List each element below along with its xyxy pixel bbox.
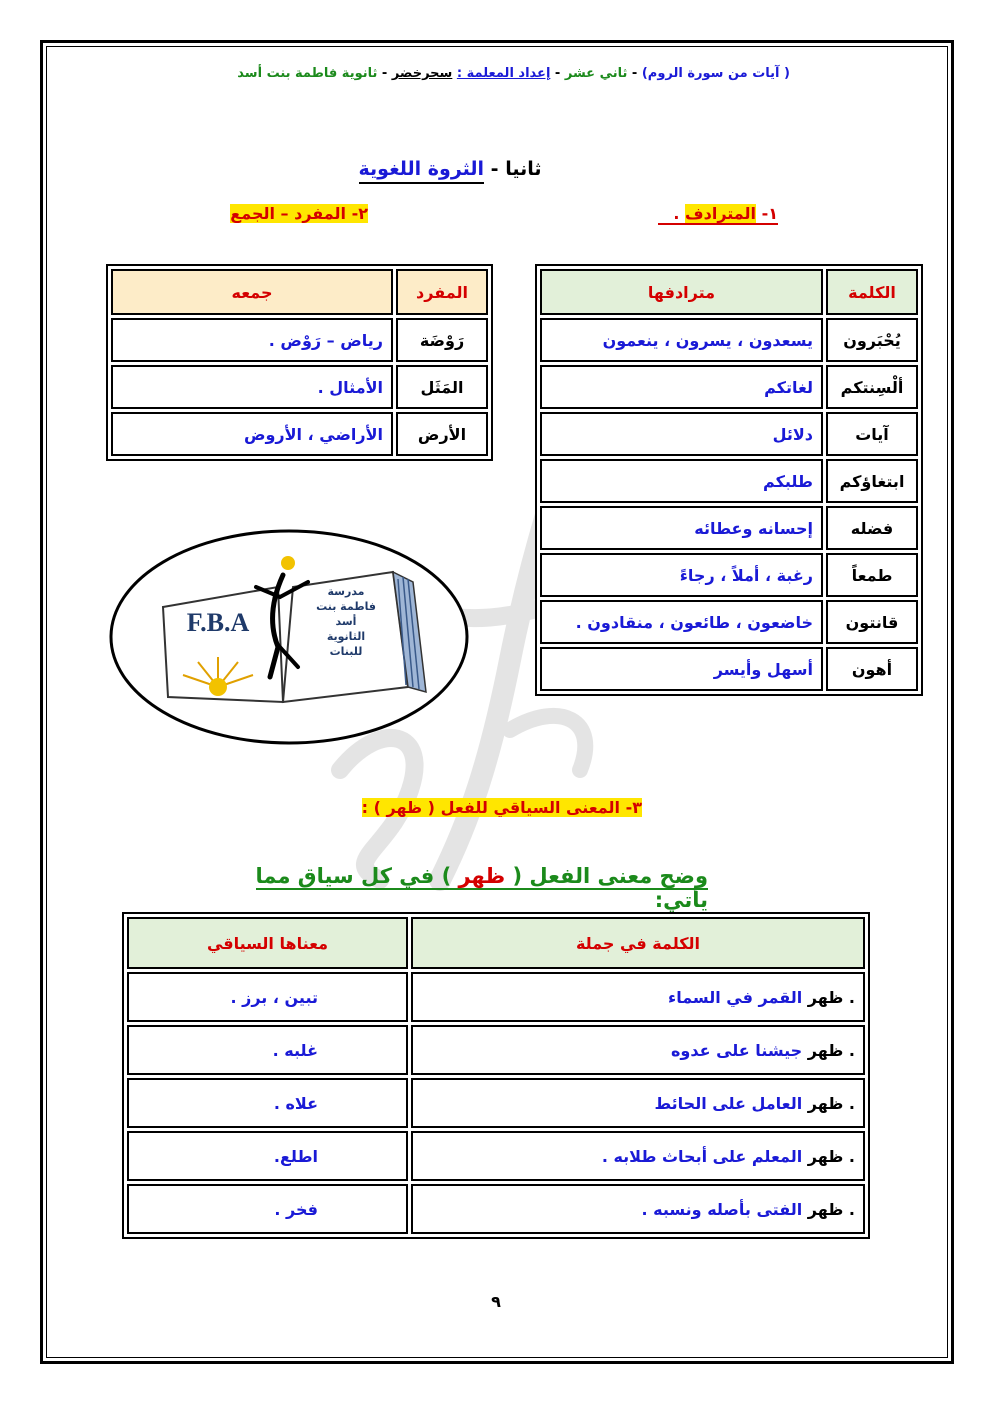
plurals-table (106, 264, 493, 461)
sentence-cell (411, 1078, 865, 1128)
table-row (111, 318, 488, 362)
synonym-cell: لغاتكم (540, 365, 823, 409)
plurals-col-plural: جمعه (111, 269, 393, 315)
logo-caption-line: فاطمة بنت (316, 600, 376, 613)
sentence-cell (411, 1131, 865, 1181)
synonym-cell: رغبة ، أملاً ، رجاءً (540, 553, 823, 597)
synonym-cell: أسهل وأيسر (540, 647, 823, 691)
synonym-cell: إحسانه وعطائه (540, 506, 823, 550)
table-row (127, 1131, 865, 1181)
synonyms-heading (658, 204, 778, 225)
word-cell: طمعاً (826, 553, 918, 597)
context-col-meaning: معناها السياقي (127, 917, 408, 969)
singular-cell: رَوْضَة (396, 318, 488, 362)
sentence-verb: . ظهر (807, 1040, 855, 1060)
synonyms-col-word: الكلمة (826, 269, 918, 315)
instruction-verb: ظهر (458, 864, 506, 888)
header-sep-2: - (550, 66, 565, 81)
singular-cell: الأرض (396, 412, 488, 456)
word-cell: يُحْبَرون (826, 318, 918, 362)
context-col-sentence: الكلمة في جملة (411, 917, 865, 969)
meaning-cell: علاه . (127, 1078, 408, 1128)
synonyms-table (535, 264, 923, 696)
word-cell: ألْسِنتكم (826, 365, 918, 409)
synonym-cell: خاضعون ، طائعون ، منقادون . (540, 600, 823, 644)
section-title (300, 158, 600, 180)
sentence-rest: العامل على الحائط (654, 1093, 808, 1113)
table-row (540, 600, 918, 644)
header-school: ثانوية فاطمة بنت أسد (237, 66, 378, 81)
header-sep-3: - (377, 66, 392, 81)
plural-cell: الأراضي ، الأروض (111, 412, 393, 456)
header-grade: ثاني عشر (564, 66, 628, 81)
sentence-rest: جيشنا على عدوه (670, 1040, 808, 1060)
sentence-rest: المعلم على أبحاث طلابه . (601, 1146, 808, 1166)
context-instruction (228, 864, 708, 912)
synonym-cell: دلائل (540, 412, 823, 456)
word-cell: ابتغاؤكم (826, 459, 918, 503)
meaning-cell: غلبه . (127, 1025, 408, 1075)
page-header (150, 66, 790, 81)
sentence-rest: القمر في السماء (668, 987, 808, 1007)
table-row (540, 318, 918, 362)
plurals-heading-label: ٢- المفرد – الجمع (230, 204, 368, 223)
logo-caption-line: الثانوية (326, 630, 366, 643)
school-logo (108, 527, 470, 747)
instruction-part-a: وضح معنى الفعل ( (505, 864, 708, 888)
table-row (540, 412, 918, 456)
synonym-cell: طلبكم (540, 459, 823, 503)
word-cell: أهون (826, 647, 918, 691)
plurals-table-header (111, 269, 488, 315)
sentence-rest: الفتى بأصله ونسبه . (641, 1199, 808, 1219)
synonyms-heading-tail: . (673, 204, 686, 223)
logo-letters: F.B.A (186, 608, 250, 637)
table-row (127, 1078, 865, 1128)
table-row (540, 506, 918, 550)
header-prepared-by: إعداد المعلمة : (456, 66, 551, 81)
header-lesson: ( آيات من سورة الروم) (641, 66, 790, 81)
context-heading-label: ٣- المعنى السياقي للفعل ( ظهر ) : (361, 798, 642, 817)
sentence-cell (411, 1025, 865, 1075)
page-number: ٩ (491, 1292, 501, 1311)
section-title-sep: - (484, 158, 506, 180)
word-cell: قانتون (826, 600, 918, 644)
logo-caption-line: أسد (335, 615, 357, 628)
logo-caption-line: للبنات (329, 645, 363, 658)
section-title-main: الثروة اللغوية (359, 158, 485, 184)
meaning-cell: فخر . (127, 1184, 408, 1234)
meaning-cell: اطلع. (127, 1131, 408, 1181)
synonyms-col-syn: مترادفها (540, 269, 823, 315)
table-row (111, 365, 488, 409)
context-heading (352, 798, 642, 817)
table-row (111, 412, 488, 456)
synonym-cell: يسعدون ، يسرون ، ينعمون (540, 318, 823, 362)
meaning-cell: تبين ، برز . (127, 972, 408, 1022)
context-table (122, 912, 870, 1239)
table-row (540, 459, 918, 503)
plural-cell: الأمثال . (111, 365, 393, 409)
table-row (540, 647, 918, 691)
header-sep-1: - (627, 66, 642, 81)
plurals-col-singular: المفرد (396, 269, 488, 315)
sentence-cell (411, 1184, 865, 1234)
table-row (127, 972, 865, 1022)
header-teacher: سحرخضر (391, 66, 453, 81)
singular-cell: المَثَل (396, 365, 488, 409)
word-cell: فضله (826, 506, 918, 550)
section-title-order: ثانيا (505, 158, 542, 180)
sentence-verb: . ظهر (807, 1146, 855, 1166)
plural-cell: رياض – رَوْض . (111, 318, 393, 362)
synonyms-heading-label: المترادف (685, 204, 757, 223)
table-row (127, 1025, 865, 1075)
synonyms-table-header (540, 269, 918, 315)
word-cell: آيات (826, 412, 918, 456)
table-row (127, 1184, 865, 1234)
context-table-header (127, 917, 865, 969)
synonyms-heading-num: ١- (761, 204, 778, 223)
table-row (540, 365, 918, 409)
sentence-verb: . ظهر (807, 1093, 855, 1113)
sentence-verb: . ظهر (807, 987, 855, 1007)
sentence-verb: . ظهر (807, 1199, 855, 1219)
plurals-heading (218, 204, 368, 223)
sentence-cell (411, 972, 865, 1022)
instruction-part-b: ) في كل سياق مما يأتي: (255, 864, 708, 912)
table-row (540, 553, 918, 597)
logo-caption-line: مدرسة (327, 585, 365, 598)
